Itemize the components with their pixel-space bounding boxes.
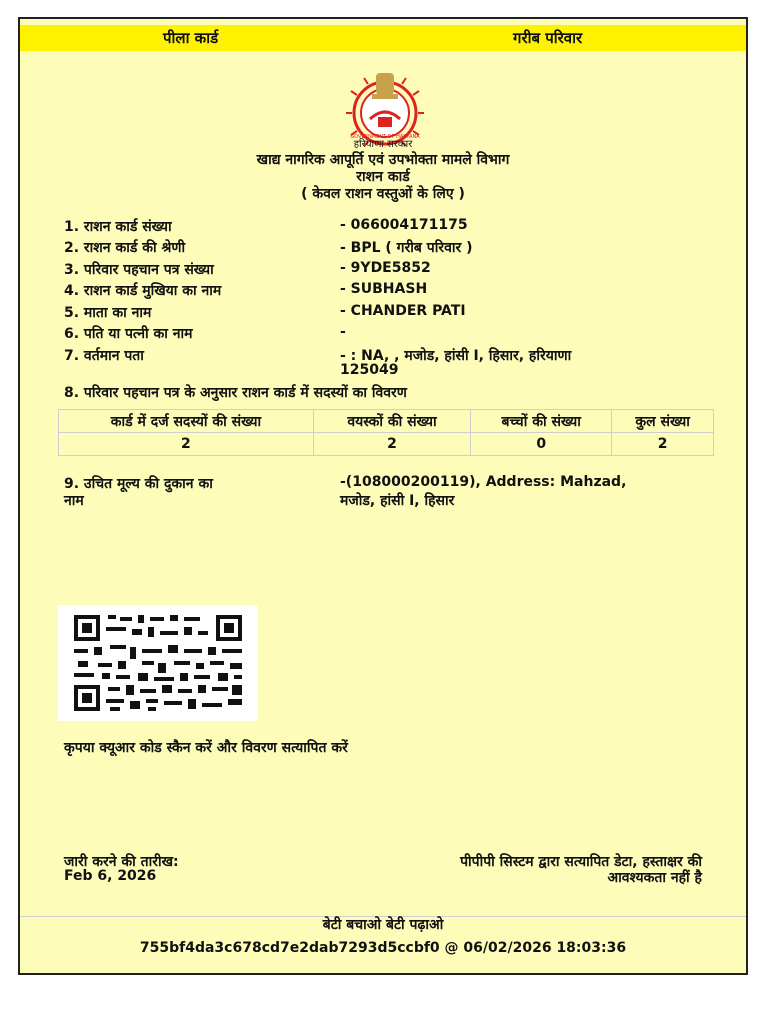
qr-code-icon [58, 605, 258, 721]
document-hash: 755bf4da3c678cd7e2dab7293d5ccbf0 @ 06/02/2026 18:03:36 [139, 940, 627, 956]
members-heading: 8. परिवार पहचान पत्र के अनुसार राशन कार्ड में सदस्यों का विवरण [64, 385, 407, 401]
field-label-head-name: 4. राशन कार्ड मुखिया का नाम [64, 283, 222, 299]
field-label-mother-name: 5. माता का नाम [64, 305, 152, 321]
field-value-category: - BPL ( गरीब परिवार ) [340, 240, 473, 256]
shop-label-line1: 9. उचित मूल्य की दुकान का [64, 476, 213, 492]
document-title: राशन कार्ड [356, 169, 410, 185]
field-value-spouse-name: - [340, 324, 346, 340]
col-adults: वयस्कों की संख्या [313, 410, 470, 433]
state-government-text: हरियाणा सरकार [353, 139, 413, 150]
col-children: बच्चों की संख्या [471, 410, 612, 433]
field-label-address: 7. वर्तमान पता [64, 348, 144, 364]
department-title: खाद्य नागरिक आपूर्ति एवं उपभोक्ता मामले विभाग [256, 152, 510, 168]
ration-card [18, 17, 748, 975]
field-value-pincode: 125049 [340, 362, 399, 378]
shop-value-line2: मजोड, हांसी I, हिसार [340, 493, 455, 509]
card-type-bar [20, 25, 746, 51]
slogan-text: बेटी बचाओ बेटी पढ़ाओ [322, 917, 444, 933]
field-value-family-id: - 9YDE5852 [340, 260, 431, 276]
cell-children: 0 [471, 433, 612, 456]
shop-label-line2: नाम [64, 493, 84, 509]
members-table [58, 409, 714, 456]
field-label-category: 2. राशन कार्ड की श्रेणी [64, 240, 186, 256]
svg-text:GOVERNMENT OF HARYANA: GOVERNMENT OF HARYANA [350, 134, 420, 140]
field-value-card-number: - 066004171175 [340, 217, 468, 233]
table-row [59, 433, 714, 456]
col-registered-members: कार्ड में दर्ज सदस्यों की संख्या [59, 410, 314, 433]
family-category-label: गरीब परिवार [513, 29, 583, 47]
issue-date-label: जारी करने की तारीख: [64, 854, 179, 870]
table-header-row [59, 410, 714, 433]
issue-date-value: Feb 6, 2026 [64, 868, 157, 884]
document-subtitle: ( केवल राशन वस्तुओं के लिए ) [301, 186, 465, 202]
field-value-address: - : NA, , मजोड, हांसी I, हिसार, हरियाणा [340, 348, 572, 364]
qr-instruction: कृपया क्यूआर कोड स्कैन करें और विवरण सत्यापित करें [64, 740, 348, 756]
card-color-label: पीला कार्ड [163, 29, 219, 47]
field-label-family-id: 3. परिवार पहचान पत्र संख्या [64, 262, 214, 278]
cell-adults: 2 [313, 433, 470, 456]
field-value-mother-name: - CHANDER PATI [340, 303, 466, 319]
cell-total: 2 [612, 433, 714, 456]
field-label-card-number: 1. राशन कार्ड संख्या [64, 219, 172, 235]
haryana-emblem-icon [342, 67, 428, 147]
verification-note-line1: पीपीपी सिस्टम द्वारा सत्यापित डेटा, हस्ताक्षर की [460, 854, 702, 870]
cell-registered-members: 2 [59, 433, 314, 456]
field-value-head-name: - SUBHASH [340, 281, 428, 297]
field-label-spouse-name: 6. पति या पत्नी का नाम [64, 326, 193, 342]
verification-note-line2: आवश्यकता नहीं है [607, 870, 702, 886]
col-total: कुल संख्या [612, 410, 714, 433]
shop-value-line1: -(108000200119), Address: Mahzad, [340, 474, 627, 490]
